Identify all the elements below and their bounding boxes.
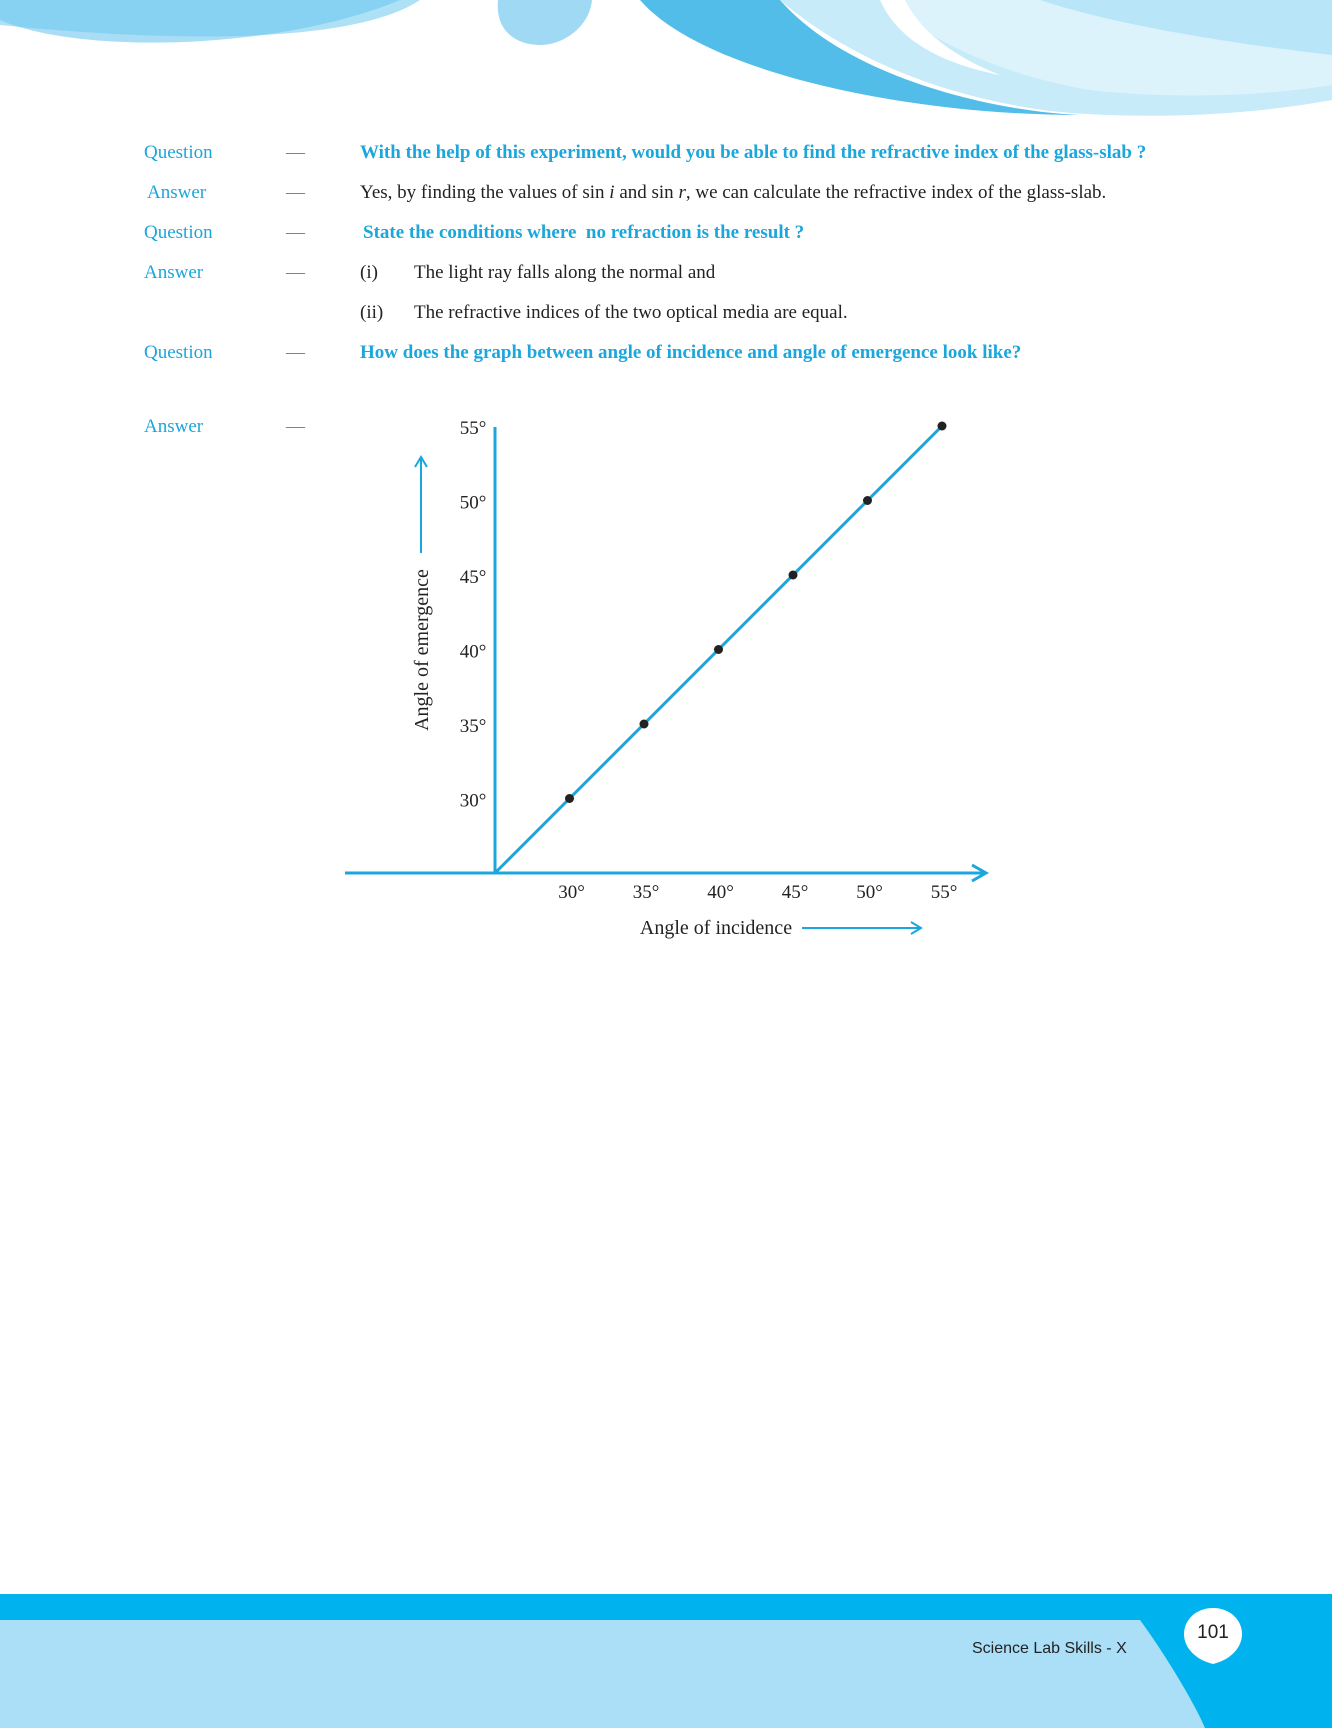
answer-label: Answer	[144, 416, 204, 437]
list-item-number: (i)	[360, 262, 378, 283]
em-dash: —	[286, 182, 305, 203]
question-text: State the conditions where no refraction is the result ?	[363, 222, 805, 243]
answer-label: Answer	[144, 262, 204, 283]
x-tick-label: 40°	[707, 882, 734, 903]
x-tick-label: 30°	[558, 882, 585, 903]
data-point	[938, 422, 947, 431]
question-text: How does the graph between angle of incidence and angle of emergence look like?	[360, 342, 1022, 363]
y-axis-label: Angle of emergence	[411, 569, 433, 731]
list-item-text: The light ray falls along the normal and	[414, 262, 716, 283]
x-tick-label: 35°	[632, 882, 660, 903]
em-dash: —	[286, 342, 305, 363]
list-item-number: (ii)	[360, 302, 384, 323]
question-label: Question	[144, 222, 213, 243]
axis-labels	[411, 457, 921, 939]
answer-label: Answer	[147, 182, 207, 203]
incidence-emergence-graph	[330, 400, 1010, 960]
qa-row	[0, 302, 1332, 332]
data-point	[863, 496, 872, 505]
x-tick-label: 55°	[930, 882, 958, 903]
qa-row	[0, 182, 1332, 212]
question-text: With the help of this experiment, would you be able to find the refractive index of the glass-slab ?	[360, 142, 1147, 163]
header-decoration	[0, 0, 1332, 130]
axes	[345, 427, 986, 881]
y-tick-label: 30°	[459, 790, 487, 812]
x-tick-label: 50°	[856, 882, 883, 903]
em-dash: —	[286, 222, 305, 243]
y-tick-label: 55°	[459, 418, 487, 439]
y-tick-label: 45°	[459, 567, 487, 588]
list-item-text: The refractive indices of the two optical media are equal.	[414, 302, 848, 323]
qa-row	[0, 262, 1332, 292]
series	[495, 422, 947, 874]
x-tick-label: 45°	[781, 882, 809, 903]
y-tick-label: 40°	[459, 641, 487, 663]
page-number: 101	[1197, 1622, 1229, 1643]
data-point	[565, 794, 574, 803]
data-point	[789, 571, 798, 580]
answer-text: Yes, by finding the values of sin i and sin r, we can calculate the refractive index of the glass-slab.	[360, 182, 1107, 203]
qa-row	[0, 142, 1332, 172]
data-point	[640, 720, 649, 729]
x-axis-label: Angle of incidence	[639, 917, 793, 939]
question-label: Question	[144, 142, 213, 163]
em-dash: —	[286, 142, 305, 163]
footer-book-title: Science Lab Skills - X	[972, 1640, 1127, 1657]
y-tick-label: 50°	[459, 492, 487, 514]
qa-row	[0, 342, 1332, 372]
qa-row	[0, 222, 1332, 252]
data-point	[714, 645, 723, 654]
em-dash: —	[286, 262, 305, 283]
footer-band	[0, 1594, 1332, 1728]
em-dash: —	[286, 416, 305, 437]
y-tick-label: 35°	[459, 716, 487, 737]
question-label: Question	[144, 342, 213, 363]
